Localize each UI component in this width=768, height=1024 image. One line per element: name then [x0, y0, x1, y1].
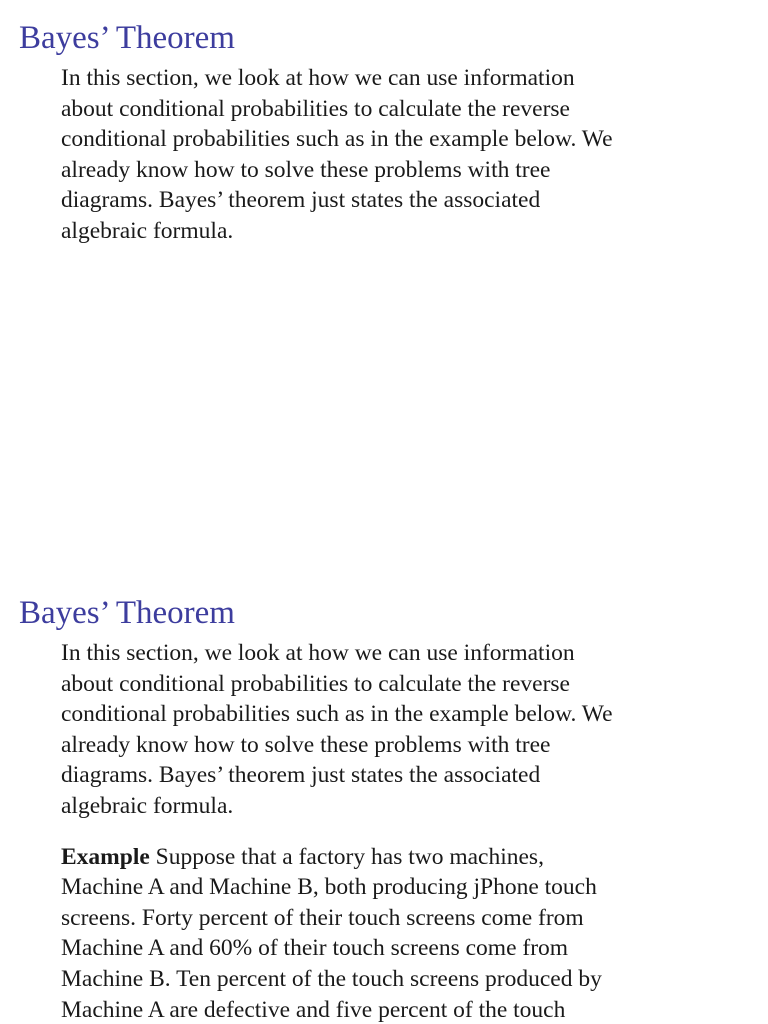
slide-title: Bayes’ Theorem [19, 20, 235, 56]
slide-body [61, 638, 721, 1024]
text-line: about conditional probabilities to calculate the reverse [61, 670, 570, 697]
text-line: conditional probabilities such as in the example below. We [61, 701, 613, 728]
text-line: In this section, we look at how we can use information [61, 640, 575, 666]
slide-body [61, 63, 721, 267]
example-first-line: Suppose that a factory has two machines, [149, 843, 544, 870]
text-line: screens. Forty percent of their touch screens come from [61, 904, 584, 931]
example-paragraph [61, 842, 721, 1024]
text-line: algebraic formula. [61, 792, 234, 819]
text-line: diagrams. Bayes’ theorem just states the associated [61, 762, 541, 789]
text-line: Machine A and Machine B, both producing jPhone touch [61, 874, 597, 901]
text-line: Machine A and 60% of their touch screens come from [61, 935, 569, 962]
text-line: about conditional probabilities to calculate the reverse [61, 95, 570, 122]
intro-paragraph [61, 63, 721, 247]
slide-2 [0, 575, 768, 1024]
text-line: Machine A are defective and five percent of the touch [61, 996, 566, 1023]
text-line: already know how to solve these problems with tree [61, 156, 551, 183]
slide-title: Bayes’ Theorem [19, 595, 235, 631]
text-line [61, 842, 721, 873]
text-line: conditional probabilities such as in the example below. We [61, 126, 613, 153]
intro-paragraph [61, 638, 721, 822]
text-line: diagrams. Bayes’ theorem just states the associated [61, 187, 541, 214]
example-label: Example [61, 843, 150, 870]
text-line: Machine B. Ten percent of the touch screens produced by [61, 965, 602, 992]
text-line: In this section, we look at how we can use information [61, 65, 575, 91]
text-line: already know how to solve these problems with tree [61, 731, 551, 758]
text-line: algebraic formula. [61, 217, 234, 244]
